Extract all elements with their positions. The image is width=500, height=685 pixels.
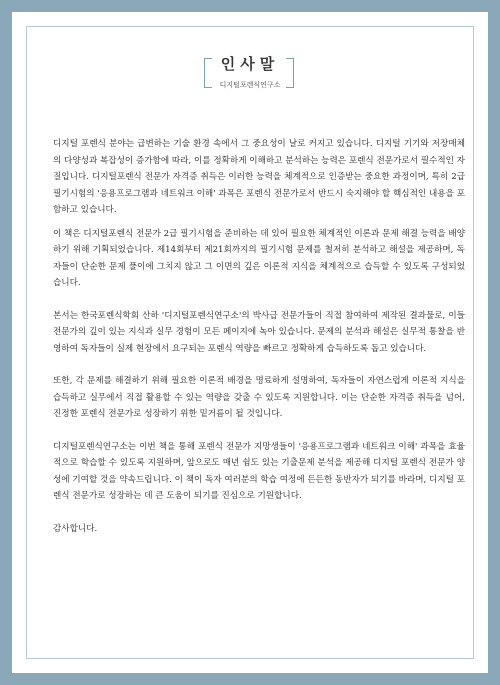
document-body	[53, 136, 465, 544]
paragraph-5: 디지털포렌식연구소는 이번 책을 통해 포렌식 전문가 지망생들이 '응용프로그램과 네트워크 이해' 과목을 효율적으로 학습할 수 있도록 지원하며, 앞으로도 매년 쉼도 있는 기출문제 분석을 제공해 디지털 포렌식 전문가 양성에 기여할 것을 약속드립니다. 이 책이 독자 여러분의 학습 여정에 든든한 동반자가 되기를 바라며, 디지털 포렌식 전문가로 성장하는 데 큰 도움이 되기를 진심으로 기원합니다.	[53, 441, 465, 501]
document-page	[12, 12, 488, 673]
paragraph-1: 디지털 포렌식 분야는 급변하는 기술 환경 속에서 그 중요성이 날로 커지고 있습니다. 디지털 기기와 저장매체의 다양성과 복잡성이 증가함에 따라, 이를 정확하게 이해하고 분석하는 능력은 포렌식 전문가로서 필수적인 자질입니다. 디지털포렌식 전문가 자격증 취득은 이러한 능력을 체계적으로 인증받는 중요한 과정이며, 특히 2급 필기시험의 '응용프로그램과 네트워크 이해' 과목은 포렌식 전문가로서 반드시 숙지해야 할 핵심적인 내용을 포함하고 있습니다.	[53, 139, 465, 215]
closing-paragraph: 감사합니다.	[53, 523, 98, 534]
page-title: 인사말	[220, 55, 280, 73]
paragraph-4: 또한, 각 문제를 해결하기 위해 필요한 이론적 배경을 명료하게 설명하여, 독자들이 자연스럽게 이론적 지식을 습득하고 실무에서 직접 활용할 수 있는 역량을 갖출 수 있도록 지원합니다. 이는 단순한 자격증 취득을 넘어, 진정한 포렌식 전문가로 성장하기 위한 밑거름이 될 것입니다.	[53, 376, 465, 419]
paragraph-2: 이 책은 디지털포렌식 전문가 2급 필기시험을 준비하는 데 있어 필요한 체계적인 이론과 문제 해결 능력을 배양하기 위해 기획되었습니다. 제14회부터 제21회까지의 필기시험 문제를 철저히 분석하고 해설을 제공하며, 독자들이 단순한 문제 풀이에 그치지 않고 그 이면의 깊은 이론적 지식을 체계적으로 습득할 수 있도록 구성되었습니다.	[53, 228, 465, 288]
page-subtitle: 디지털포렌식연구소	[219, 81, 281, 89]
paragraph-3: 본서는 한국포렌식학회 산하 '디지털포렌식연구소'의 박사급 전문가들이 직접 참여하여 제작된 결과물로, 이들 전문가의 깊이 있는 지식과 실무 경험이 모든 페이지에 녹아 있습니다. 문제의 분석과 해설은 실무적 통찰을 반영하여 독자들이 실제 현장에서 요구되는 포렌식 역량을 빠르고 정확하게 습득하도록 돕고 있습니다.	[53, 310, 465, 354]
